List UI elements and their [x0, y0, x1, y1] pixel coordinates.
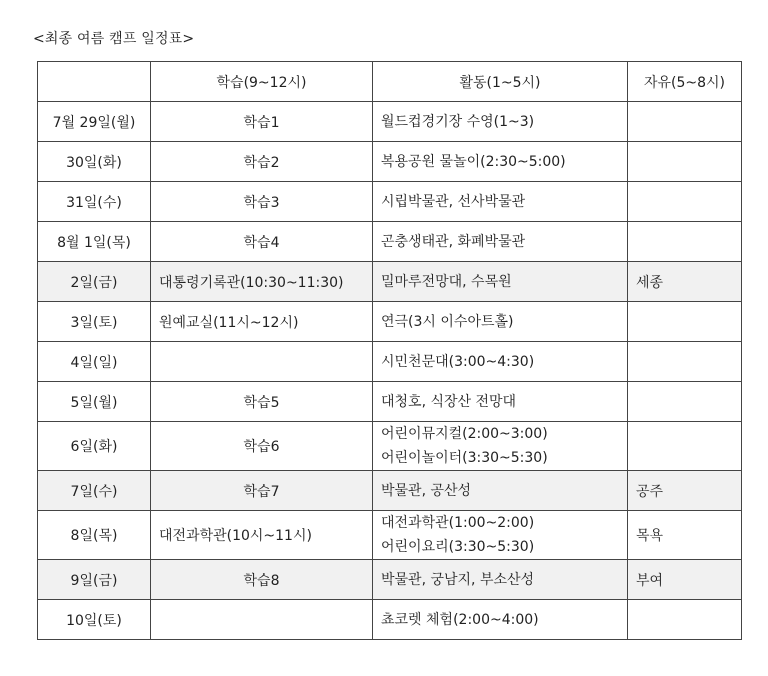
schedule-body	[38, 102, 742, 640]
free-cell: 부여	[628, 560, 742, 600]
study-cell: 학습7	[151, 471, 373, 511]
free-cell: 공주	[628, 471, 742, 511]
table-row	[38, 600, 742, 640]
table-row	[38, 142, 742, 182]
date-cell: 3일(토)	[38, 302, 151, 342]
free-cell	[628, 382, 742, 422]
date-cell: 9일(금)	[38, 560, 151, 600]
activity-cell	[373, 222, 628, 262]
table-row	[38, 222, 742, 262]
date-cell: 30일(화)	[38, 142, 151, 182]
activity-line: 어린이요리(3:30~5:30)	[381, 539, 535, 555]
study-cell: 학습3	[151, 182, 373, 222]
activity-cell	[373, 342, 628, 382]
study-cell: 원예교실(11시~12시)	[151, 302, 373, 342]
header-row	[38, 62, 742, 102]
study-cell: 학습1	[151, 102, 373, 142]
activity-line: 월드컵경기장 수영(1~3)	[381, 113, 535, 130]
table-row	[38, 560, 742, 600]
table-row	[38, 471, 742, 511]
study-cell: 학습5	[151, 382, 373, 422]
study-cell	[151, 600, 373, 640]
activity-line: 시립박물관, 선사박물관	[381, 193, 526, 210]
activity-line: 박물관, 공산성	[381, 482, 472, 499]
table-row	[38, 102, 742, 142]
table-row	[38, 342, 742, 382]
date-cell: 4일(일)	[38, 342, 151, 382]
date-cell: 8월 1일(목)	[38, 222, 151, 262]
free-cell	[628, 142, 742, 182]
free-cell: 목욕	[628, 511, 742, 560]
activity-cell	[373, 382, 628, 422]
activity-line: 대청호, 식장산 전망대	[381, 393, 517, 410]
activity-line: 대전과학관(1:00~2:00)	[381, 515, 535, 531]
date-cell: 10일(토)	[38, 600, 151, 640]
activity-cell	[373, 600, 628, 640]
free-cell	[628, 182, 742, 222]
activity-line: 어린이뮤지컬(2:00~3:00)	[381, 426, 548, 442]
activity-line: 쵸코렛 체험(2:00~4:00)	[381, 611, 539, 628]
activity-cell	[373, 102, 628, 142]
activity-cell	[373, 262, 628, 302]
date-cell: 31일(수)	[38, 182, 151, 222]
header-date	[38, 62, 151, 102]
document-title: <최종 여름 캠프 일정표>	[33, 31, 195, 47]
activity-cell	[373, 422, 628, 471]
activity-cell	[373, 560, 628, 600]
free-cell	[628, 102, 742, 142]
activity-line: 시민천문대(3:00~4:30)	[381, 353, 535, 370]
activity-cell	[373, 182, 628, 222]
table-row	[38, 182, 742, 222]
date-cell: 7일(수)	[38, 471, 151, 511]
header-free: 자유(5~8시)	[628, 62, 742, 102]
header-study: 학습(9~12시)	[151, 62, 373, 102]
activity-line: 복용공원 물놀이(2:30~5:00)	[381, 153, 566, 170]
date-cell: 6일(화)	[38, 422, 151, 471]
free-cell	[628, 600, 742, 640]
table-row	[38, 382, 742, 422]
date-cell: 8일(목)	[38, 511, 151, 560]
activity-cell	[373, 302, 628, 342]
date-cell: 5일(월)	[38, 382, 151, 422]
table-row	[38, 422, 742, 471]
free-cell	[628, 422, 742, 471]
study-cell: 대전과학관(10시~11시)	[151, 511, 373, 560]
study-cell: 학습6	[151, 422, 373, 471]
free-cell	[628, 222, 742, 262]
table-row	[38, 302, 742, 342]
study-cell: 대통령기록관(10:30~11:30)	[151, 262, 373, 302]
activity-line: 연극(3시 이수아트홀)	[381, 313, 514, 330]
activity-cell	[373, 471, 628, 511]
activity-cell	[373, 142, 628, 182]
table-row	[38, 511, 742, 560]
free-cell	[628, 302, 742, 342]
study-cell: 학습2	[151, 142, 373, 182]
study-cell: 학습8	[151, 560, 373, 600]
study-cell	[151, 342, 373, 382]
header-activity: 활동(1~5시)	[373, 62, 628, 102]
schedule-table	[37, 61, 742, 640]
activity-line: 박물관, 궁남지, 부소산성	[381, 571, 535, 588]
activity-cell	[373, 511, 628, 560]
free-cell: 세종	[628, 262, 742, 302]
table-row	[38, 262, 742, 302]
activity-line: 곤충생태관, 화폐박물관	[381, 233, 526, 250]
date-cell: 7월 29일(월)	[38, 102, 151, 142]
free-cell	[628, 342, 742, 382]
study-cell: 학습4	[151, 222, 373, 262]
date-cell: 2일(금)	[38, 262, 151, 302]
activity-line: 어린이놀이터(3:30~5:30)	[381, 450, 548, 466]
activity-line: 밀마루전망대, 수목원	[381, 273, 512, 290]
